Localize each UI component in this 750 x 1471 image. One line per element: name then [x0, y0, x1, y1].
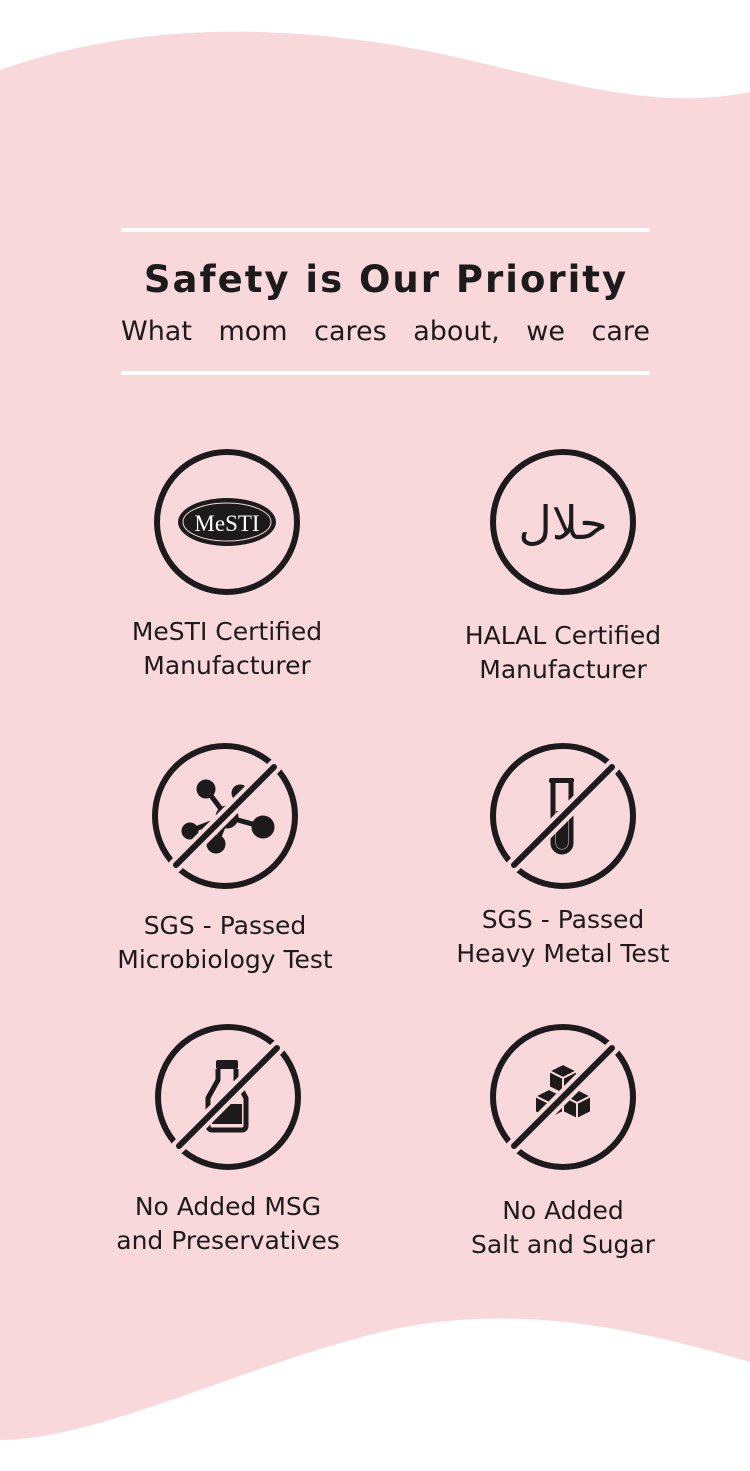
badge-label-line2: Manufacturer [479, 655, 647, 684]
badge-label-line1: HALAL Certified [464, 621, 662, 650]
badge-label [78, 1190, 378, 1258]
no-msg-bottle-icon [153, 1022, 303, 1172]
no-test-tube-icon [488, 741, 638, 891]
badge-label [75, 909, 375, 977]
badge-label [77, 615, 377, 683]
badge-label-line2: Salt and Sugar [470, 1230, 656, 1259]
no-microbe-icon [150, 741, 300, 891]
badge-label [413, 903, 713, 971]
badge-label-line1: MeSTI Certified [131, 617, 323, 646]
mesti-logo-icon [152, 447, 302, 597]
badge-label-line2: Microbiology Test [117, 945, 333, 974]
no-sugar-cubes-icon [488, 1022, 638, 1172]
badge-label-line1: SGS - Passed [143, 911, 307, 940]
badge-label [413, 1194, 713, 1262]
page-subtitle: What mom cares about, we care [121, 316, 650, 347]
badge-label-line2: Manufacturer [143, 651, 311, 680]
mesti-logo-text: MeSTI [194, 511, 260, 536]
badge-label-line1: SGS - Passed [481, 905, 645, 934]
halal-logo-text: حلال [518, 496, 608, 550]
bottom-divider [121, 371, 650, 375]
halal-icon [488, 447, 638, 597]
badge-label-line2: and Preservatives [116, 1226, 340, 1255]
badge-label [413, 619, 713, 687]
badge-label-line1: No Added MSG [134, 1192, 322, 1221]
top-divider [121, 228, 650, 232]
badge-label-line1: No Added [502, 1196, 624, 1225]
page-title: Safety is Our Priority [143, 258, 629, 301]
badge-label-line2: Heavy Metal Test [456, 939, 670, 968]
